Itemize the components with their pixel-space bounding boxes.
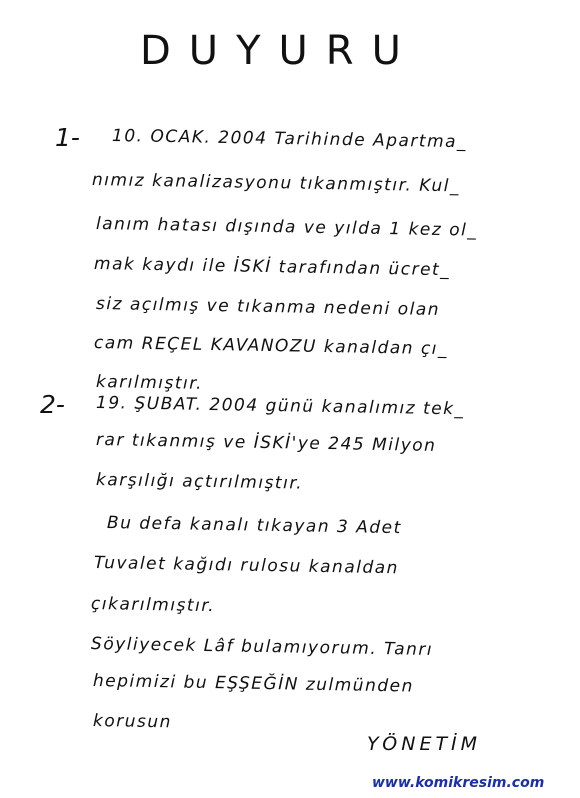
item-1-line-2: nımız kanalizasyonu tıkanmıştır. Kul_ bbox=[91, 170, 461, 197]
item-2-line-7: Söyliyecek Lâf bulamıyorum. Tanrı bbox=[90, 634, 434, 660]
item-1-line-7: karılmıştır. bbox=[95, 372, 204, 394]
item-2-line-4: Bu defa kanalı tıkayan 3 Adet bbox=[106, 513, 402, 539]
item-1-line-3: lanım hatası dışında ve yılda 1 kez ol_ bbox=[95, 214, 478, 241]
item-1-number: 1- bbox=[55, 123, 80, 152]
item-2-line-9: korusun bbox=[92, 711, 173, 733]
signature: YÖNETİM bbox=[367, 733, 482, 755]
item-1-line-5: siz açılmış ve tıkanma nedeni olan bbox=[95, 294, 441, 321]
item-1-line-4: mak kaydı ile İSKİ tarafından ücret_ bbox=[93, 254, 451, 281]
item-2-line-3: karşılığı açtırılmıştır. bbox=[95, 470, 304, 494]
item-2-line-5: Tuvalet kağıdı rulosu kanaldan bbox=[93, 553, 400, 579]
item-1-line-1: 10. OCAK. 2004 Tarihinde Apartma_ bbox=[111, 126, 468, 153]
item-2-line-2: rar tıkanmış ve İSKİ'ye 245 Milyon bbox=[95, 430, 437, 456]
item-2-line-6: çıkarılmıştır. bbox=[90, 594, 216, 617]
item-2-line-1: 19. ŞUBAT. 2004 günü kanalımız tek_ bbox=[95, 393, 465, 420]
notice-title: DUYURU bbox=[140, 28, 419, 74]
watermark: www.komikresim.com bbox=[372, 775, 545, 791]
item-1-line-6: cam REÇEL KAVANOZU kanaldan çı_ bbox=[93, 333, 449, 360]
item-2-number: 2- bbox=[40, 390, 65, 419]
item-2-line-8: hepimizi bu EŞŞEĞİN zulmünden bbox=[92, 671, 415, 697]
